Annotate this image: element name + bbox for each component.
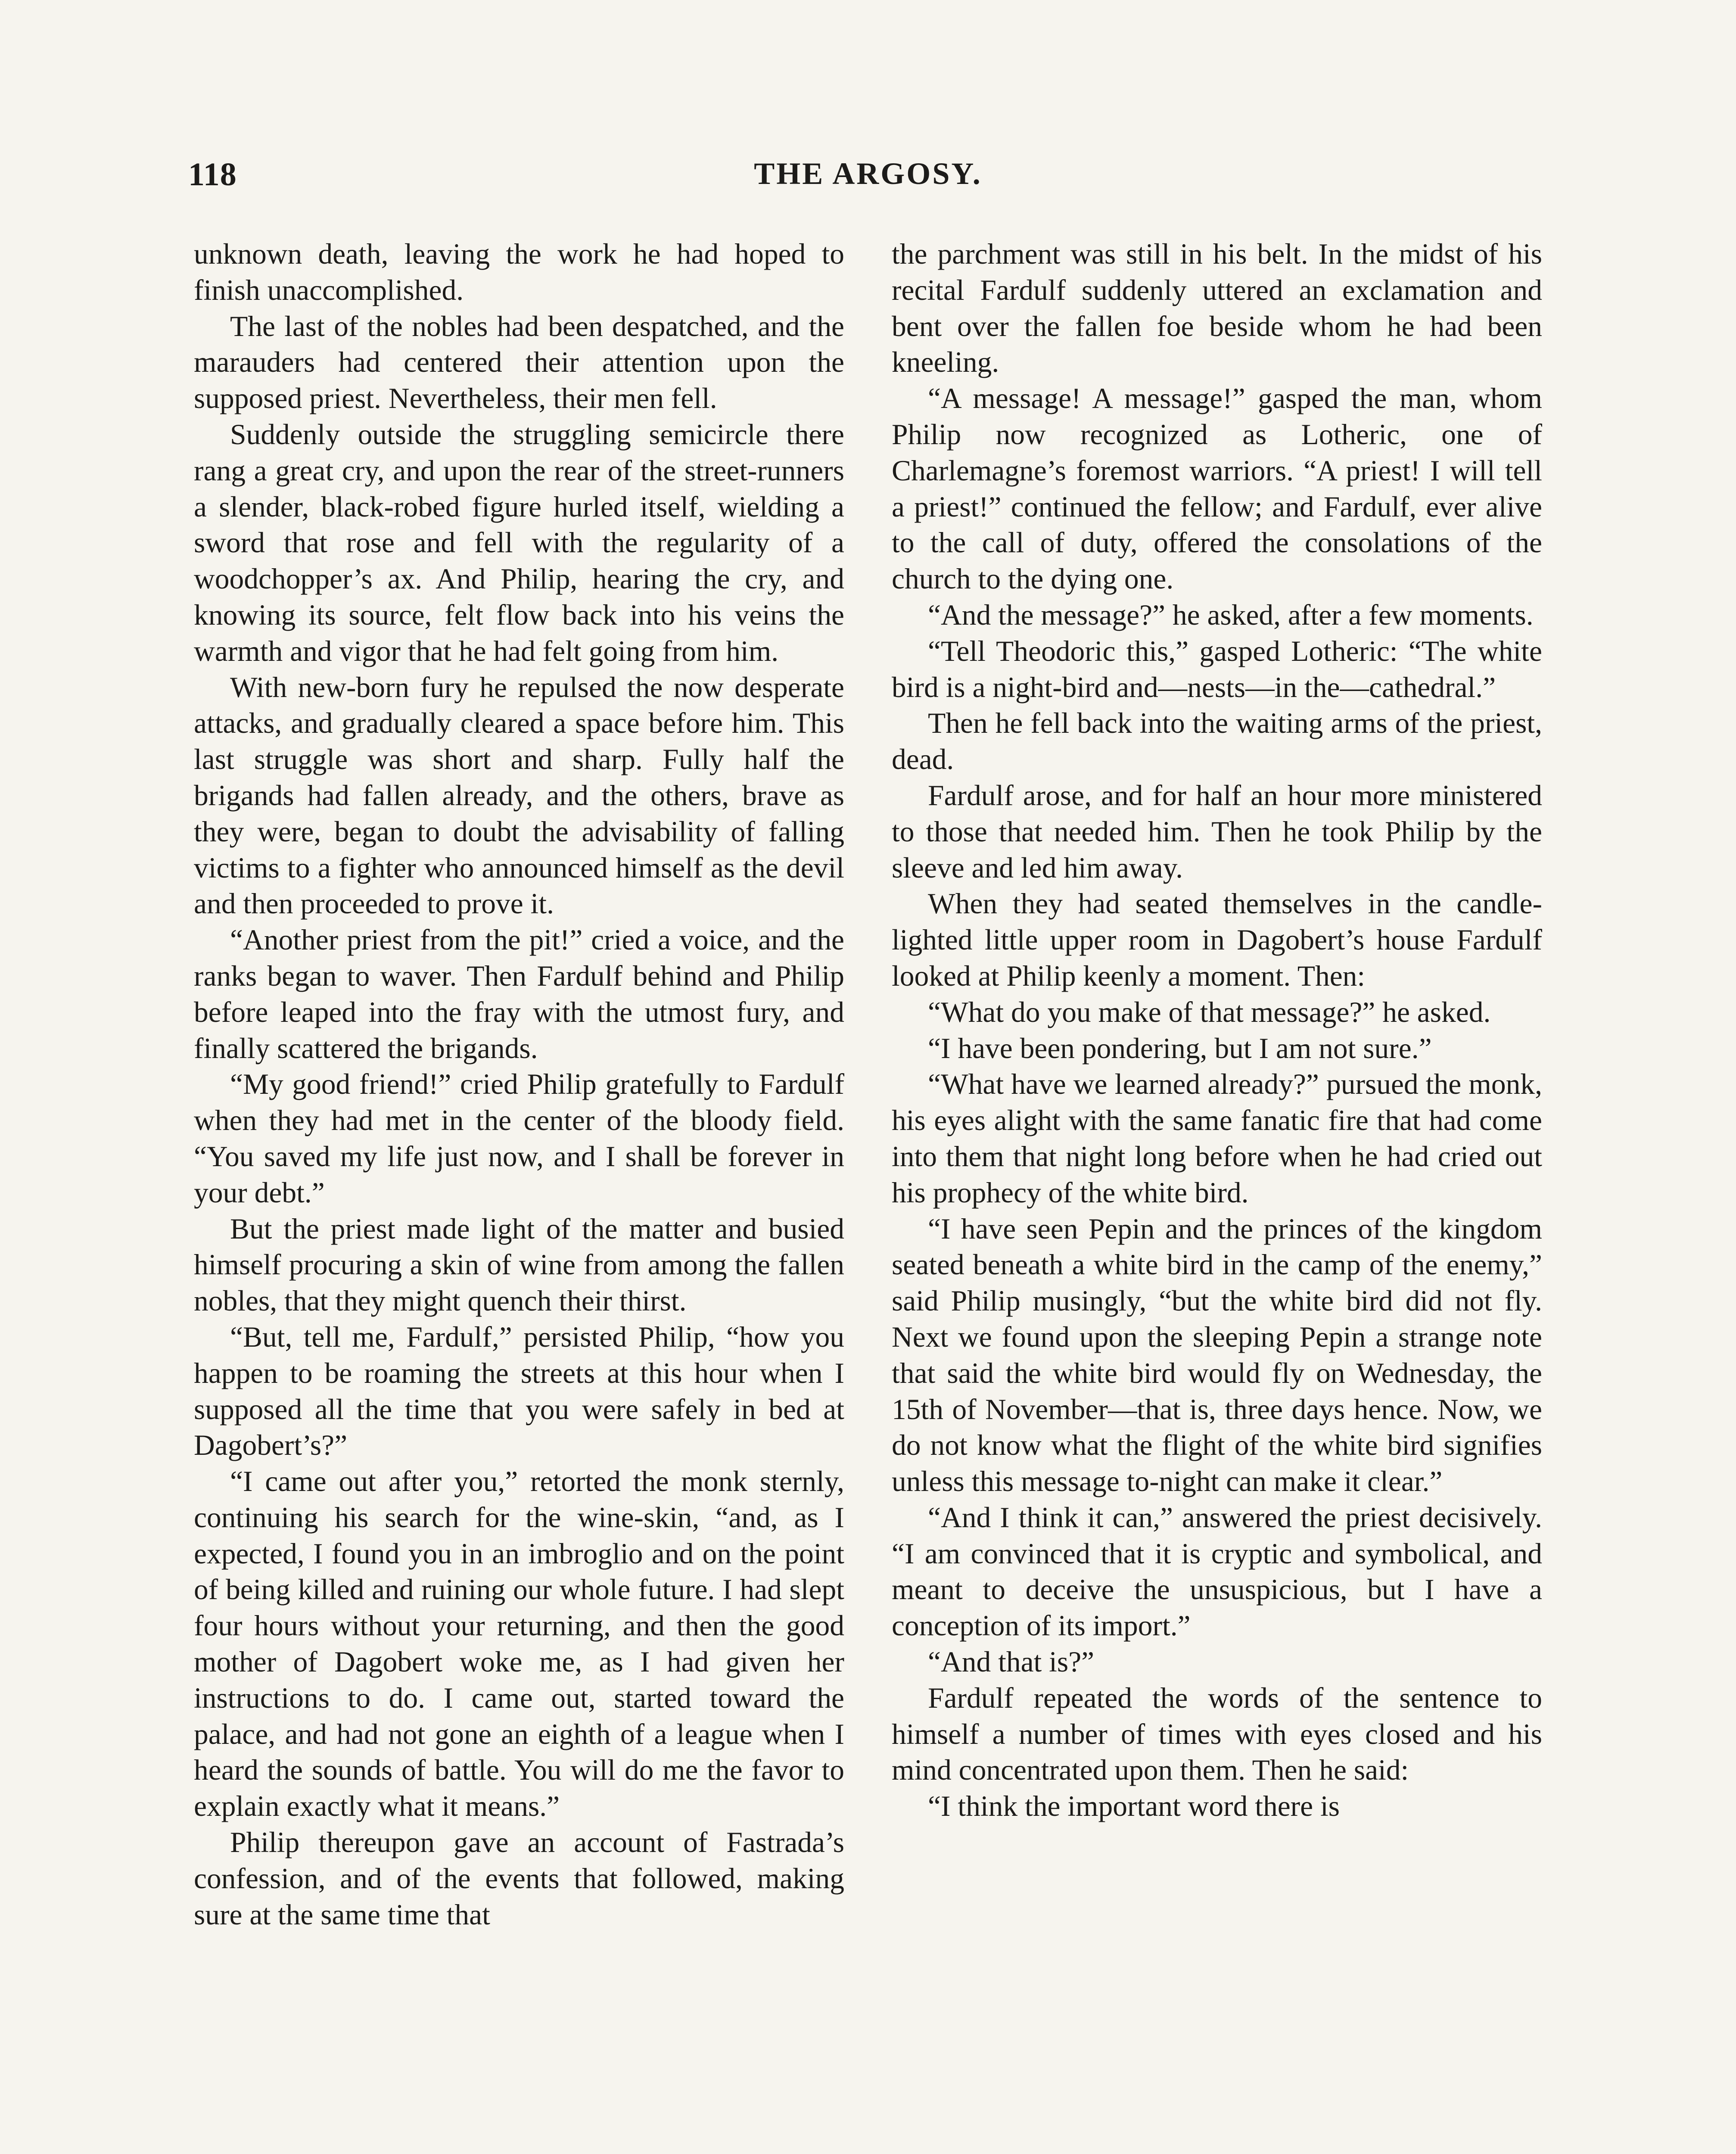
paragraph: “I think the important word there is bbox=[928, 1790, 1340, 1823]
paragraph: “What do you make of that message?” he asked. bbox=[928, 996, 1491, 1028]
paragraph: “And that is?” bbox=[928, 1646, 1095, 1678]
paragraph: Fardulf arose, and for half an hour more ministered to those that needed him. Then he took Philip by the sleeve and led him away. bbox=[892, 779, 1542, 884]
left-column bbox=[194, 236, 844, 1933]
paragraph: “I have seen Pepin and the princes of the kingdom seated beneath a white bird in the camp of the enemy,” said Philip musingly, “but the white bird did not fly. Next we found upon the sleeping Pepin a strange note that said the white bird would fly on Wednesday, the 15th of November—that is, three days hence. Now, we do not know what the flight of the white bird signifies unless this message to-night can make it clear.” bbox=[892, 1212, 1542, 1498]
paragraph: But the priest made light of the matter and busied himself procuring a skin of wine from among the fallen nobles, that they might quench their thirst. bbox=[194, 1212, 844, 1317]
paragraph: When they had seated themselves in the candle-lighted little upper room in Dagobert’s house Fardulf looked at Philip keenly a moment. Then: bbox=[892, 887, 1542, 992]
paragraph: unknown death, leaving the work he had hoped to finish unaccomplished. bbox=[194, 238, 844, 306]
paragraph: “A message! A message!” gasped the man, whom Philip now recognized as Lotheric, one of Charlemagne’s foremost warriors. “A priest! I will tell a priest!” continued the fellow; and Fardulf, ever alive to the call of duty, offered the consolations of the church to the dying one. bbox=[892, 382, 1542, 595]
paragraph: “Tell Theodoric this,” gasped Lotheric: “The white bird is a night-bird and—nests—in the—cathedral.” bbox=[892, 635, 1542, 703]
paragraph: “My good friend!” cried Philip gratefully to Fardulf when they had met in the center of the bloody field. “You saved my life just now, and I shall be forever in your debt.” bbox=[194, 1068, 844, 1209]
paragraph: “And I think it can,” answered the priest decisively. “I am convinced that it is cryptic and symbolical, and meant to deceive the unsuspicious, but I have a conception of its import.” bbox=[892, 1501, 1542, 1642]
paragraph: “And the message?” he asked, after a few moments. bbox=[928, 598, 1534, 631]
paragraph: With new-born fury he repulsed the now desperate attacks, and gradually cleared a space before him. This last struggle was short and sharp. Fully half the brigands had fallen already, and the others, brave as they were, began to doubt the advisability of falling victims to a fighter who announced himself as the devil and then proceeded to prove it. bbox=[194, 671, 844, 920]
paragraph: “But, tell me, Fardulf,” persisted Philip, “how you happen to be roaming the streets at this hour when I supposed all the time that you were safely in bed at Dagobert’s?” bbox=[194, 1320, 844, 1462]
paragraph: Then he fell back into the waiting arms of the priest, dead. bbox=[892, 707, 1542, 776]
page-number: 118 bbox=[188, 156, 237, 193]
paragraph: “I have been pondering, but I am not sure.” bbox=[928, 1032, 1432, 1065]
paragraph: The last of the nobles had been despatched, and the marauders had centered their attention upon the supposed priest. Nevertheless, their men fell. bbox=[194, 310, 844, 415]
paragraph: Fardulf repeated the words of the sentence to himself a number of times with eyes closed and his mind concentrated upon them. Then he said: bbox=[892, 1681, 1542, 1787]
paragraph: “I came out after you,” retorted the monk sternly, continuing his search for the wine-skin, “and, as I expected, I found you in an imbroglio and on the point of being killed and ruining our whole future. I had slept four hours without your returning, and then the good mother of Dagobert woke me, as I had given her instructions to do. I came out, started toward the palace, and had not gone an eighth of a league when I heard the sounds of battle. You will do me the favor to explain exactly what it means.” bbox=[194, 1465, 844, 1823]
running-head: THE ARGOSY. bbox=[754, 156, 982, 191]
paragraph: Philip thereupon gave an account of Fastrada’s confession, and of the events that followed, making sure at the same time that bbox=[194, 1826, 844, 1931]
paragraph: “Another priest from the pit!” cried a voice, and the ranks began to waver. Then Fardulf behind and Philip before leaped into the fray with the utmost fury, and finally scattered the brigands. bbox=[194, 924, 844, 1065]
right-column bbox=[892, 236, 1542, 1824]
paragraph: Suddenly outside the struggling semicircle there rang a great cry, and upon the rear of the street-runners a slender, black-robed figure hurled itself, wielding a sword that rose and fell with the regularity of a woodchopper’s ax. And Philip, hearing the cry, and knowing its source, felt flow back into his veins the warmth and vigor that he had felt going from him. bbox=[194, 418, 844, 667]
paragraph: the parchment was still in his belt. In the midst of his recital Fardulf suddenly uttered an exclamation and bent over the fallen foe beside whom he had been kneeling. bbox=[892, 238, 1542, 379]
paragraph: “What have we learned already?” pursued the monk, his eyes alight with the same fanatic fire that had come into them that night long before when he had cried out his prophecy of the white bird. bbox=[892, 1068, 1542, 1209]
